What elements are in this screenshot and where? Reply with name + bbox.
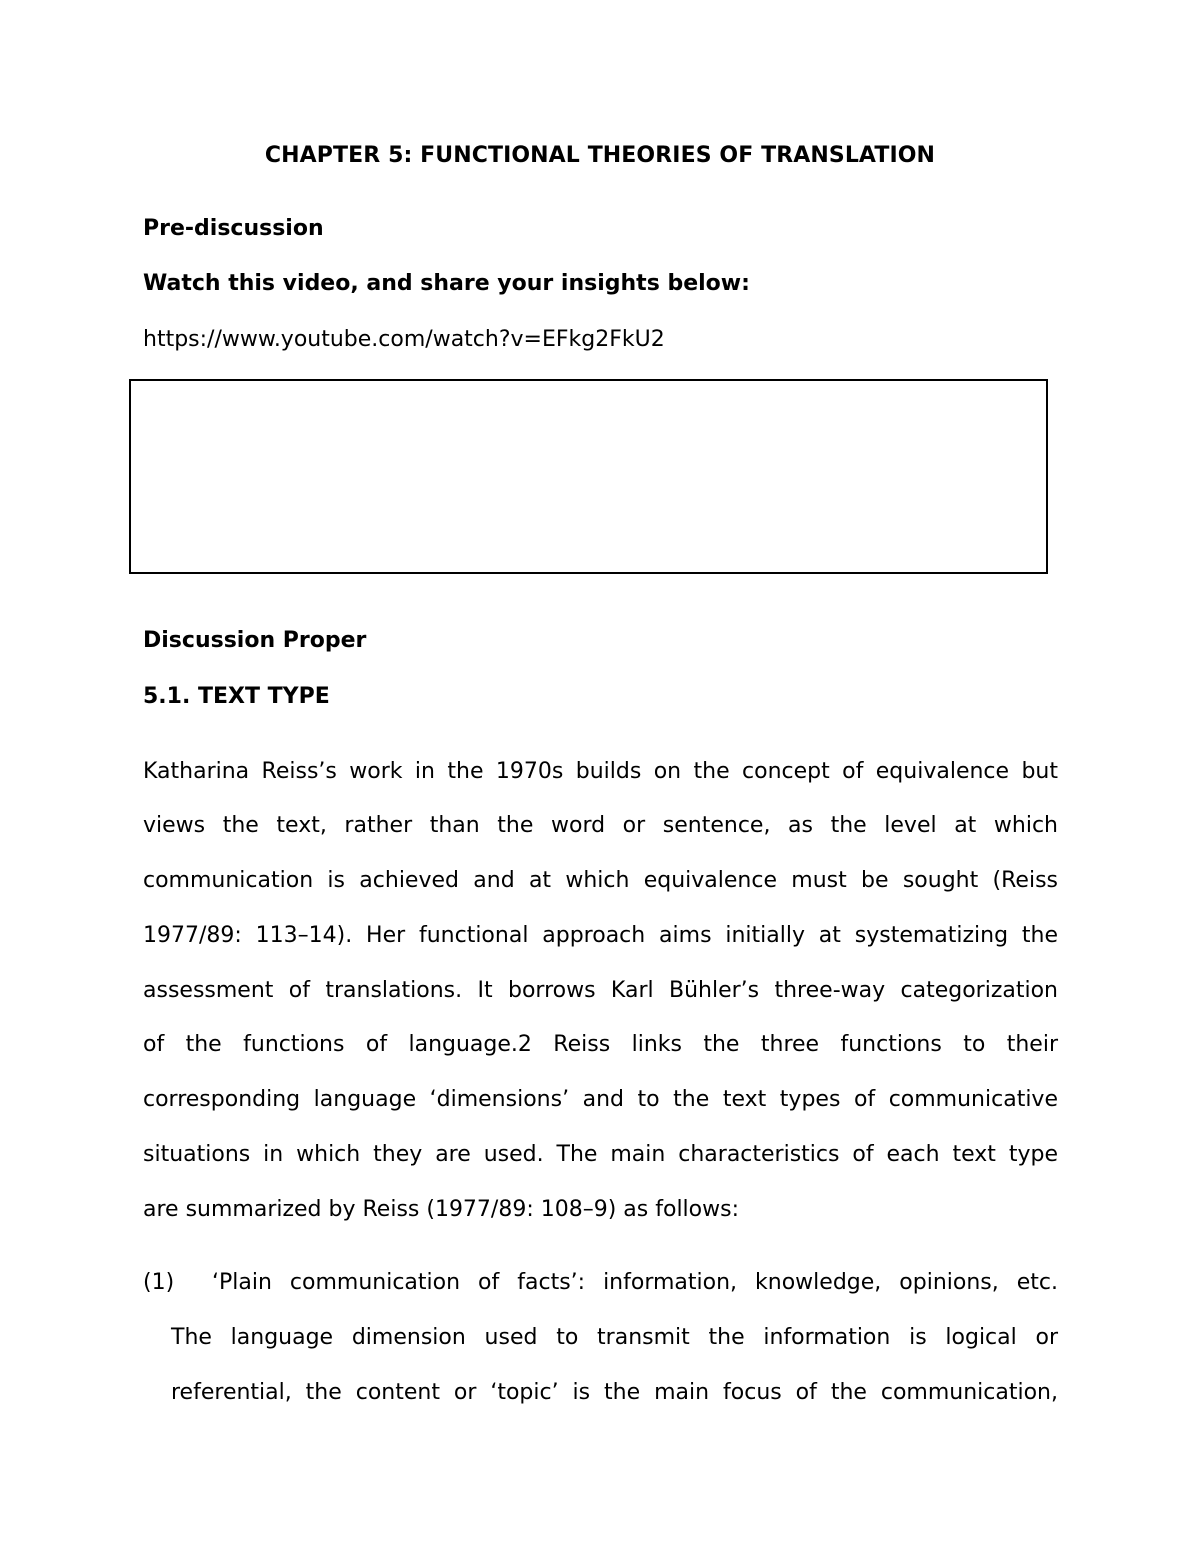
paragraph-line: situations in which they are used. The main characteristics of each text type (143, 1142, 1058, 1167)
paragraph-line: corresponding language ‘dimensions’ and to the text types of communicative (143, 1087, 1058, 1112)
paragraph-line: are summarized by Reiss (1977/89: 108–9) as follows: (143, 1197, 739, 1222)
list-line: The language dimension used to transmit the information is logical or (171, 1325, 1058, 1350)
list-line: ‘Plain communication of facts’: information, knowledge, opinions, etc. (212, 1270, 1058, 1295)
paragraph-line: views the text, rather than the word or sentence, as the level at which (143, 813, 1058, 838)
list-number: (1) (143, 1270, 175, 1295)
pre-discussion-heading: Pre-discussion (143, 216, 324, 241)
instruction-text: Watch this video, and share your insights below: (143, 271, 750, 296)
paragraph-line: 1977/89: 113–14). Her functional approach aims initially at systematizing the (143, 923, 1058, 948)
chapter-title: CHAPTER 5: FUNCTIONAL THEORIES OF TRANSLATION (264, 143, 936, 168)
video-link[interactable]: https://www.youtube.com/watch?v=EFkg2FkU2 (143, 327, 665, 352)
discussion-proper-heading: Discussion Proper (143, 628, 367, 653)
section-heading: 5.1. TEXT TYPE (143, 684, 330, 709)
paragraph-line: of the functions of language.2 Reiss links the three functions to their (143, 1032, 1058, 1057)
list-line: referential, the content or ‘topic’ is the main focus of the communication, (171, 1380, 1058, 1405)
paragraph-line: communication is achieved and at which equivalence must be sought (Reiss (143, 868, 1058, 893)
paragraph-line: assessment of translations. It borrows Karl Bühler’s three-way categorization (143, 978, 1058, 1003)
answer-box[interactable] (129, 379, 1048, 574)
paragraph-line: Katharina Reiss’s work in the 1970s builds on the concept of equivalence but (143, 759, 1058, 784)
